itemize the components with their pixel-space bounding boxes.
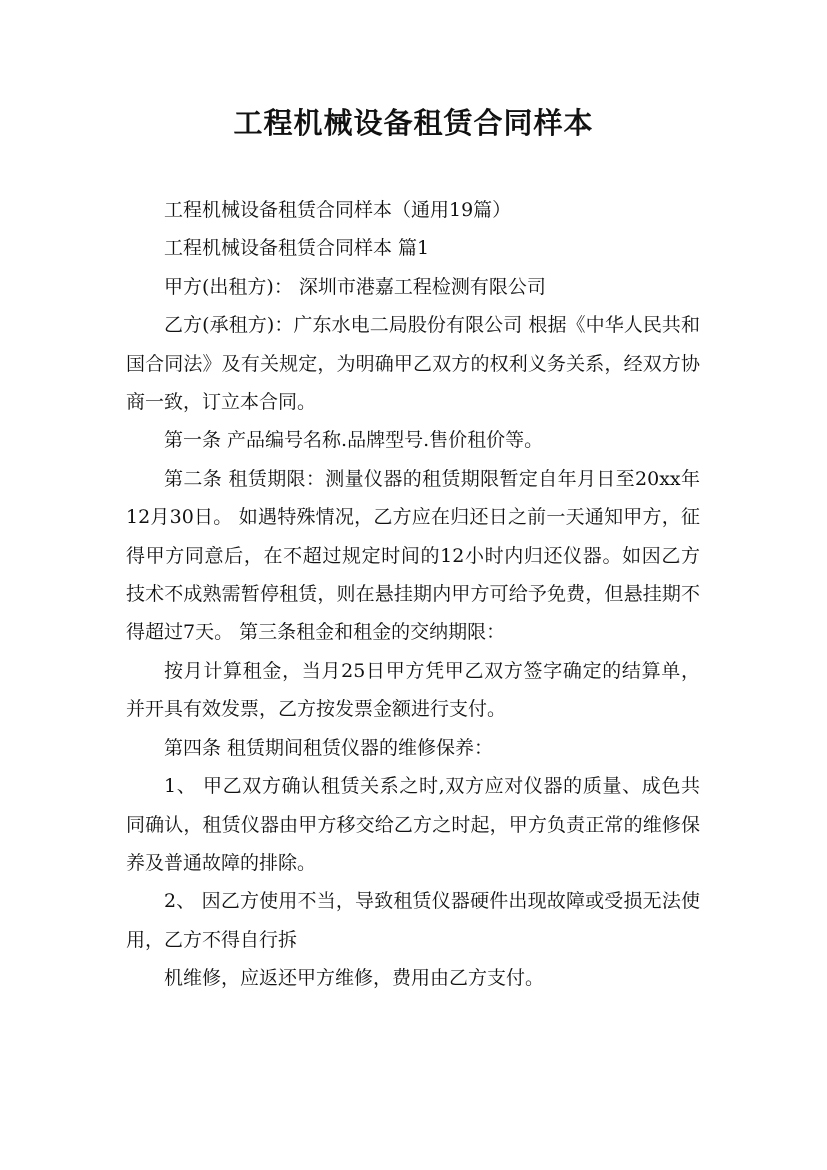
paragraph-rent-payment: 按月计算租金，当月25日甲方凭甲乙双方签字确定的结算单，并开具有效发票，乙方按发票金额进行支付。: [126, 659, 700, 721]
paragraph-subtitle: 工程机械设备租赁合同样本（通用19篇）: [164, 199, 512, 221]
paragraph-article-2: 第二条 租赁期限：测量仪器的租赁期限暂定自年月日至20xx年12月30日。 如遇特殊情况，乙方应在归还日之前一天通知甲方，征得甲方同意后，在不超过规定时间的12小时内归还仪器。如因乙方技术不成熟需暂停租赁，则在悬挂期内甲方可给予免费，但悬挂期不得超过7天。 第三条租金和租金的交纳期限：: [126, 467, 700, 644]
paragraph-article-4: 第四条 租赁期间租赁仪器的维修保养：: [164, 736, 494, 759]
paragraph-clause-2: 2、 因乙方使用不当，导致租赁仪器硬件出现故障或受损无法使用，乙方不得自行拆: [126, 890, 700, 951]
document-body: [126, 191, 700, 998]
document-title: 工程机械设备租赁合同样本: [233, 106, 594, 140]
paragraph-article-1: 第一条 产品编号名称.品牌型号.售价租价等。: [164, 429, 544, 452]
paragraph-party-a: 甲方(出租方)： 深圳市港嘉工程检测有限公司: [164, 275, 546, 298]
paragraph-party-b: 乙方(承租方)：广东水电二局股份有限公司 根据《中华人民共和国合同法》及有关规定，为明确甲乙双方的权利义务关系，经双方协商一致，订立本合同。: [126, 314, 700, 414]
paragraph-section-heading: 工程机械设备租赁合同样本 篇1: [164, 237, 430, 260]
paragraph-clause-1: 1、 甲乙双方确认租赁关系之时,双方应对仪器的质量、成色共同确认，租赁仪器由甲方移交给乙方之时起，甲方负责正常的维修保养及普通故障的排除。: [126, 775, 700, 874]
paragraph-clause-2-continued: 机维修，应返还甲方维修，费用由乙方支付。: [164, 967, 545, 990]
